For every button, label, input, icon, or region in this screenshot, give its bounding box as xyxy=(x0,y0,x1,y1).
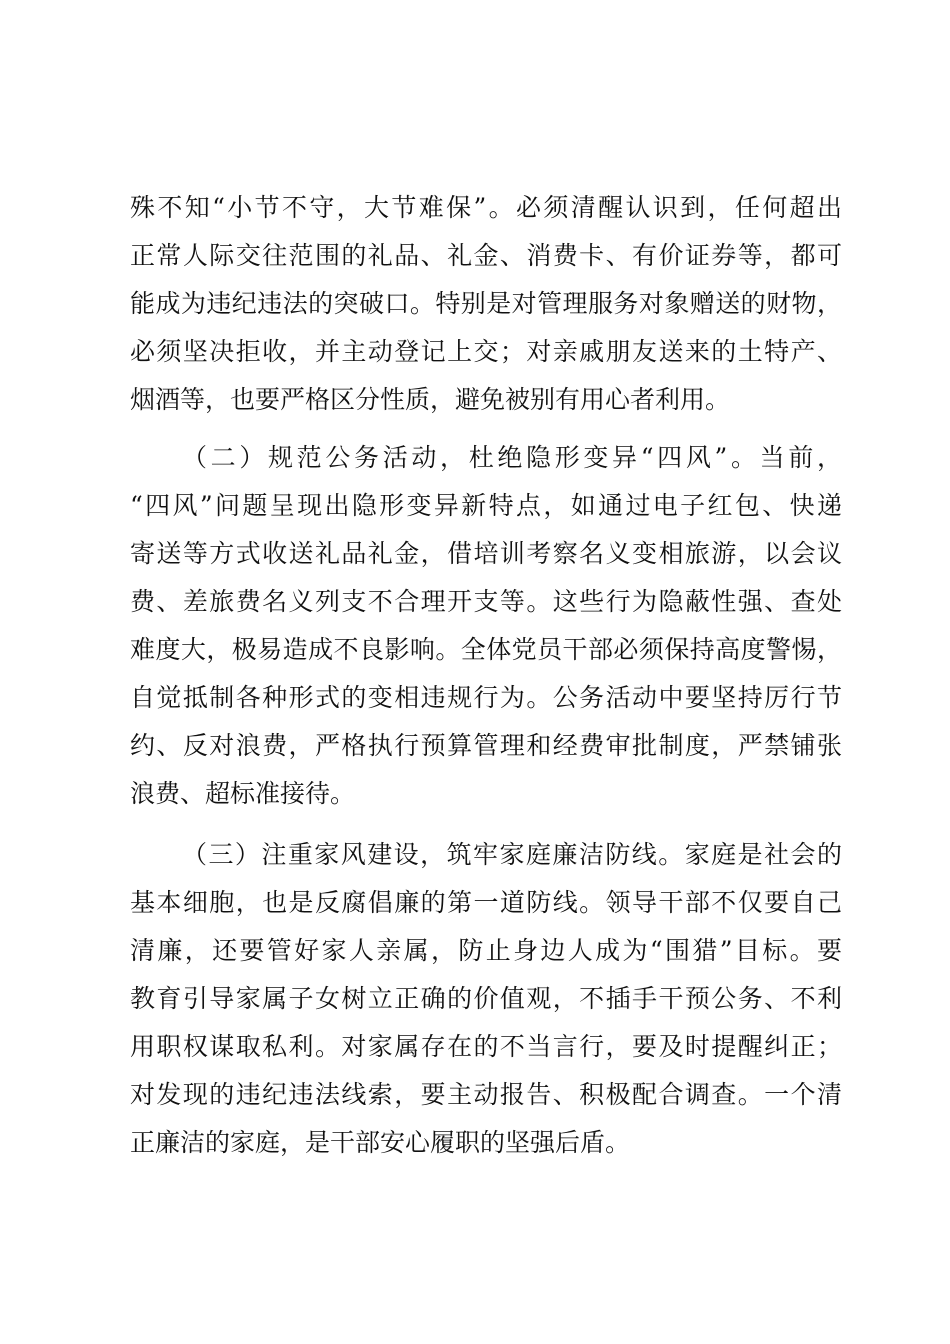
text-line: 教育引导家属子女树立正确的价值观，不插手干预公务、不利 xyxy=(130,984,842,1013)
paragraph-gift-refusal xyxy=(130,184,842,424)
text-line: 难度大，极易造成不良影响。全体党员干部必须保持高度警惕， xyxy=(130,635,842,664)
text-line: 基本细胞，也是反腐倡廉的第一道防线。领导干部不仅要自己 xyxy=(130,888,842,917)
text-line: 对发现的违纪违法线索，要主动报告、积极配合调查。一个清 xyxy=(130,1080,842,1109)
text-line: 正常人际交往范围的礼品、礼金、消费卡、有价证券等，都可 xyxy=(130,241,842,270)
text-line: 浪费、超标准接待。 xyxy=(130,779,356,808)
paragraph-family-integrity xyxy=(130,831,842,1167)
section-heading-line: （二）规范公务活动，杜绝隐形变异“四风”。当前， xyxy=(182,443,842,472)
text-line: 寄送等方式收送礼品礼金，借培训考察名义变相旅游，以会议 xyxy=(130,539,842,568)
text-line: “四风”问题呈现出隐形变异新特点，如通过电子红包、快递 xyxy=(130,491,842,520)
text-line: 烟酒等，也要严格区分性质，避免被别有用心者利用。 xyxy=(130,385,731,414)
section-heading-line: （三）注重家风建设，筑牢家庭廉洁防线。家庭是社会的 xyxy=(182,840,842,869)
text-line: 自觉抵制各种形式的变相违规行为。公务活动中要坚持厉行节 xyxy=(130,683,842,712)
text-line: 能成为违纪违法的突破口。特别是对管理服务对象赠送的财物， xyxy=(130,289,842,318)
text-line: 费、差旅费名义列支不合理开支等。这些行为隐蔽性强、查处 xyxy=(130,587,842,616)
text-line: 正廉洁的家庭，是干部安心履职的坚强后盾。 xyxy=(130,1128,631,1157)
text-line: 约、反对浪费，严格执行预算管理和经费审批制度，严禁铺张 xyxy=(130,731,842,760)
text-line: 必须坚决拒收，并主动登记上交；对亲戚朋友送来的土特产、 xyxy=(130,337,842,366)
text-line: 清廉，还要管好家人亲属，防止身边人成为“围猎”目标。要 xyxy=(130,936,842,965)
text-line: 殊不知“小节不守，大节难保”。必须清醒认识到，任何超出 xyxy=(130,193,842,222)
text-line: 用职权谋取私利。对家属存在的不当言行，要及时提醒纠正； xyxy=(130,1032,842,1061)
paragraph-official-activities xyxy=(130,434,842,818)
